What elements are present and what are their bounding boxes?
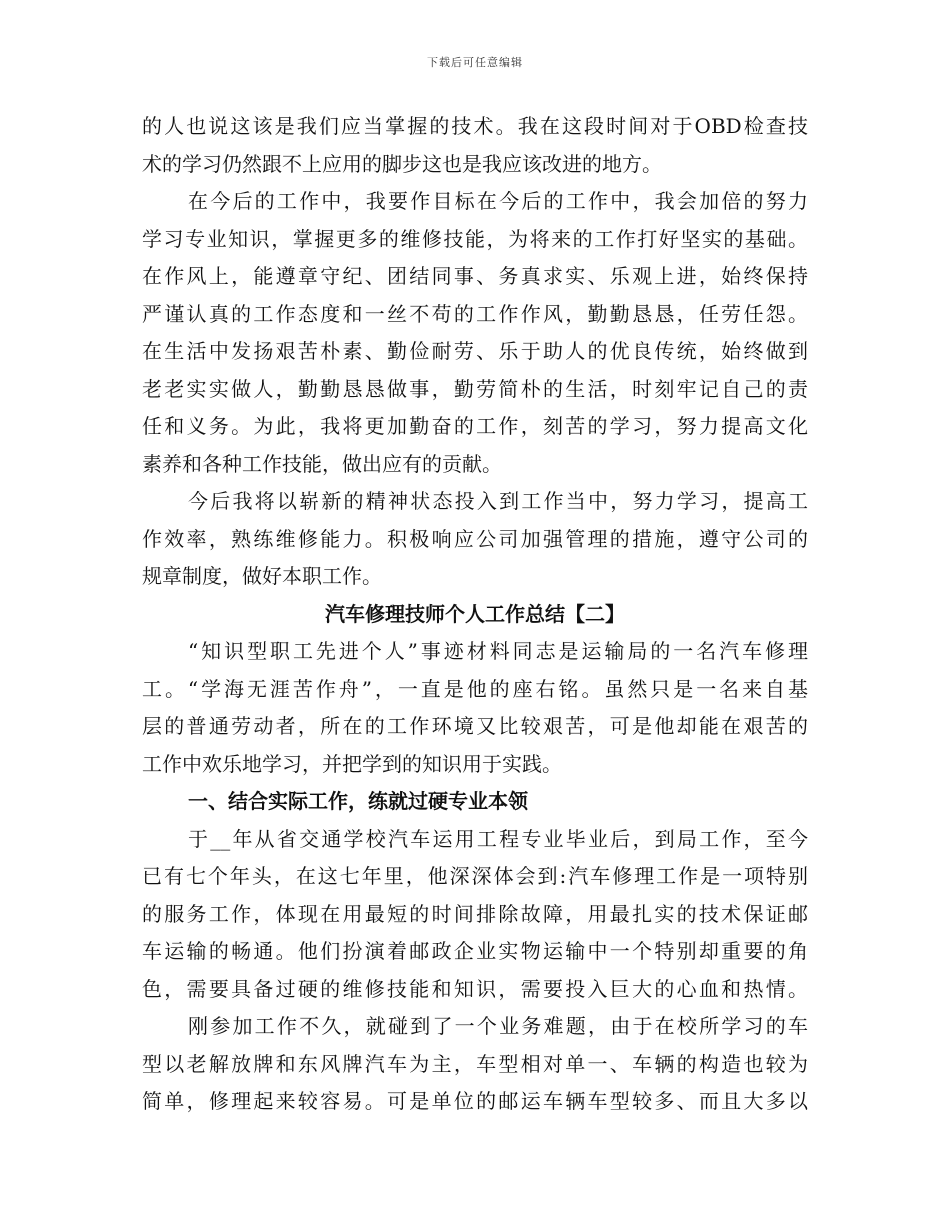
text-line: 已有七个年头，在这七年里，他深深体会到:汽车修理工作是一项特别 [142,864,808,888]
text-line: 工作中欢乐地学习，并把学到的知识用于实践。 [142,751,562,776]
text-line: 今后我将以崭新的精神状态投入到工作当中，努力学习，提高工 [188,489,808,513]
text-line: 严谨认真的工作态度和一丝不苟的工作作风，勤勤恳恳，任劳任怨。 [142,301,808,326]
text-line: 作效率，熟练维修能力。积极响应公司加强管理的措施，遵守公司的 [142,526,808,551]
text-line: 的服务工作，体现在用最短的时间排除故障，用最扎实的技术保证邮 [142,901,808,926]
page-header: 下载后可任意编辑 [427,56,523,69]
text-line: 任和义务。为此，我将更加勤奋的工作，刻苦的学习，努力提高文化 [142,414,808,438]
text-line: 术的学习仍然跟不上应用的脚步这也是我应该改进的地方。 [142,151,662,176]
text-line: 工。“学海无涯苦作舟”，一直是他的座右铭。虽然只是一名来自基 [142,676,808,701]
section-title: 汽车修理技师个人工作总结【二】 [325,601,625,626]
text-line: 学习专业知识，掌握更多的维修技能，为将来的工作打好坚实的基础。 [142,226,808,251]
text-line: 的人也说这该是我们应当掌握的技术。我在这段时间对于OBD检查技 [142,114,808,138]
text-line: “知识型职工先进个人”事迹材料同志是运输局的一名汽车修理 [188,639,808,663]
text-line: 刚参加工作不久，就碰到了一个业务难题，由于在校所学习的车 [188,1014,808,1038]
text-line: 型以老解放牌和东风牌汽车为主，车型相对单一、车辆的构造也较为 [142,1051,808,1076]
text-line: 色，需要具备过硬的维修技能和知识，需要投入巨大的心血和热情。 [142,976,808,1001]
text-line: 车运输的畅通。他们扮演着邮政企业实物运输中一个特别却重要的角 [142,939,808,963]
text-line: 规章制度，做好本职工作。 [142,564,382,588]
text-line: 于__年从省交通学校汽车运用工程专业毕业后，到局工作，至今 [188,826,808,851]
text-line: 在作风上，能遵章守纪、团结同事、务真求实、乐观上进，始终保持 [142,264,808,288]
text-line: 素养和各种工作技能，做出应有的贡献。 [142,451,502,476]
subsection-heading: 一、结合实际工作，练就过硬专业本领 [188,789,528,813]
text-line: 在生活中发扬艰苦朴素、勤俭耐劳、乐于助人的优良传统，始终做到 [142,339,808,363]
text-line: 层的普通劳动者，所在的工作环境又比较艰苦，可是他却能在艰苦的 [142,714,808,738]
text-line: 老老实实做人，勤勤恳恳做事，勤劳简朴的生活，时刻牢记自己的责 [142,376,808,401]
text-line: 简单，修理起来较容易。可是单位的邮运车辆车型较多、而且大多以 [142,1089,808,1113]
document-body [142,108,808,1121]
text-line: 在今后的工作中，我要作目标在今后的工作中，我会加倍的努力 [188,189,808,213]
